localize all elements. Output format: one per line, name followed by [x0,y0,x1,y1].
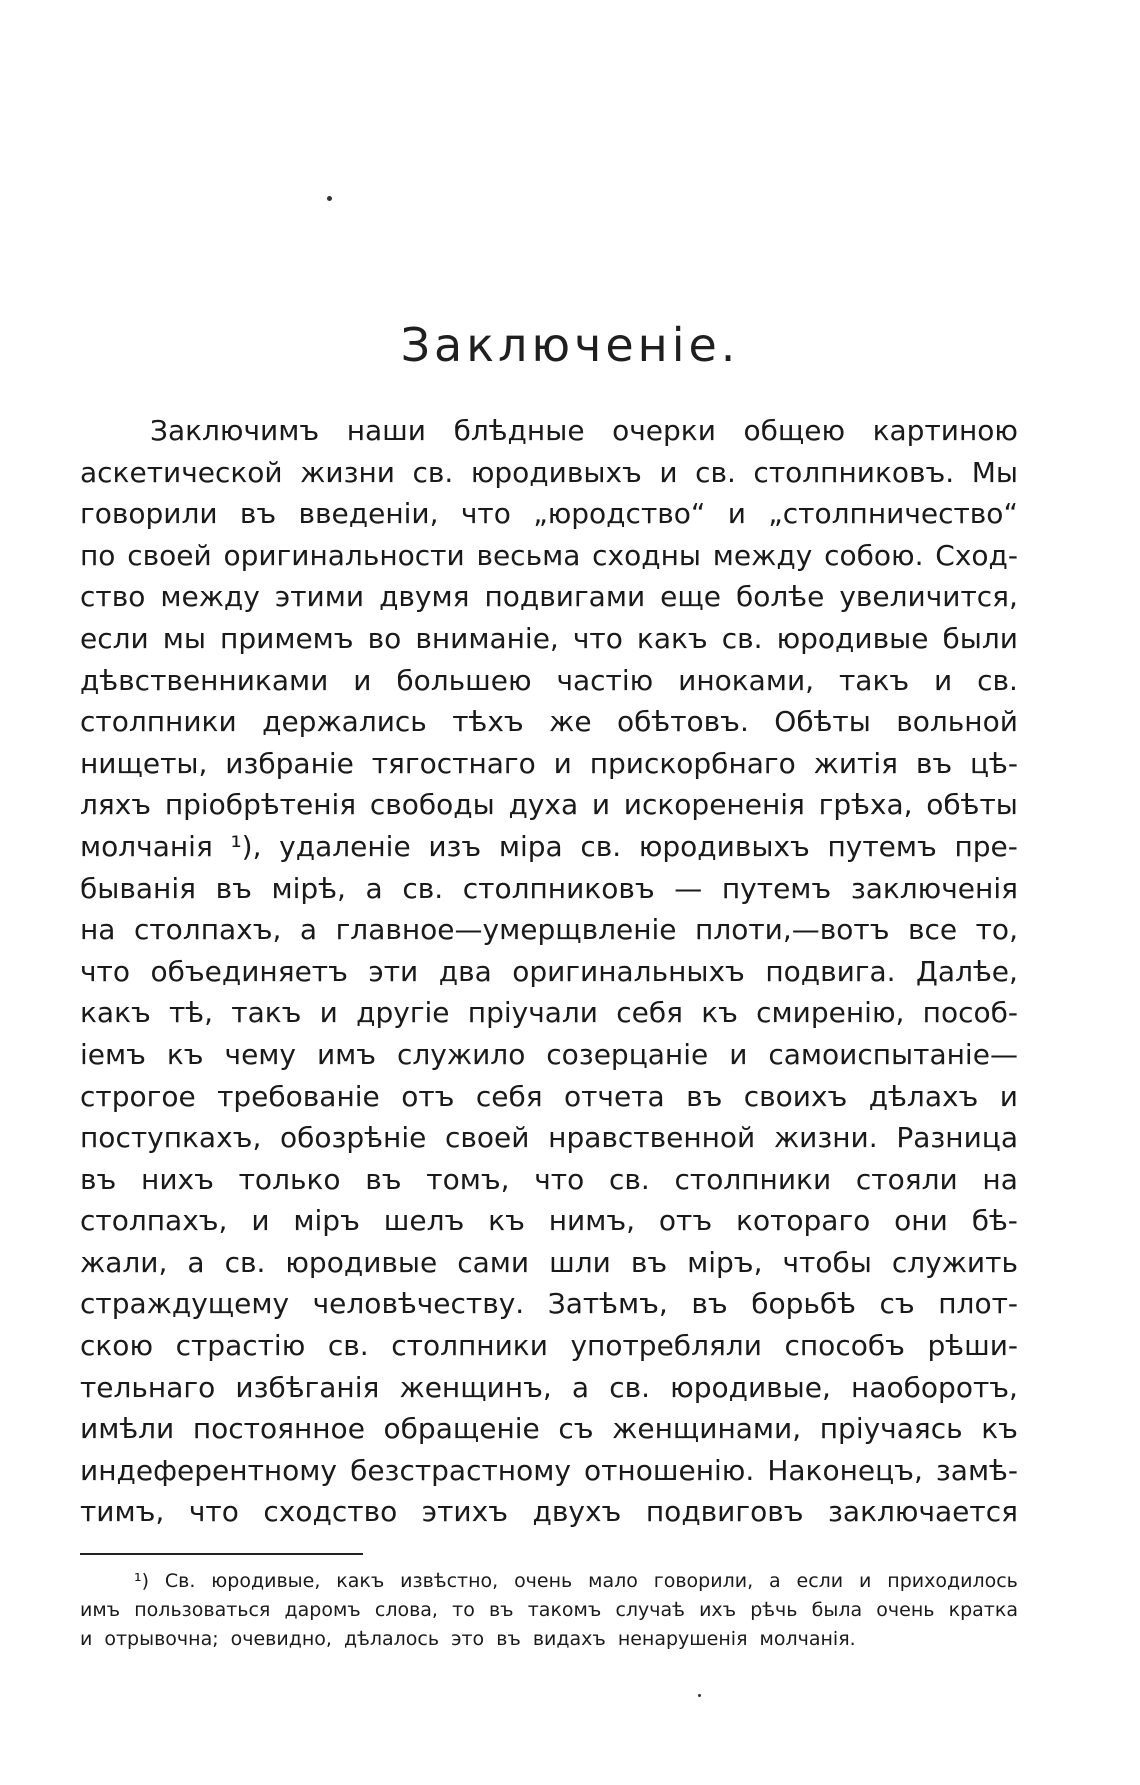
ink-speck [698,1694,701,1697]
text-line: ство между этими двумя подвигами еще болѣе увеличится, [80,580,1018,614]
text-line: поступкахъ, обозрѣніе своей нравственной жизни. Разница [80,1121,1018,1155]
text-line: въ нихъ только въ томъ, что св. столпники стояли на [80,1162,1018,1196]
text-line: тимъ, что сходство этихъ двухъ подвиговъ заключается [80,1495,1018,1529]
text-line: тельнаго избѣганія женщинъ, а св. юродивые, наоборотъ, [80,1370,1018,1404]
text-line: страждущему человѣчеству. Затѣмъ, въ борьбѣ съ плот- [80,1287,1018,1321]
text-line: по своей оригинальности весьма сходны между собою. Сход- [80,538,1018,572]
footnote-line: и отрывочна; очевидно, дѣлалось это въ видахъ ненарушенія молчанія. [80,1628,856,1650]
footnote-line: ¹) Св. юродивые, какъ извѣстно, очень мало говорили, а если и приходилось [134,1570,1018,1592]
text-line: жали, а св. юродивые сами шли въ міръ, чтобы служить [80,1245,1018,1279]
text-line: что объединяетъ эти два оригинальныхъ подвига. Далѣе, [80,954,1018,988]
text-line: аскетической жизни св. юродивыхъ и св. столпниковъ. Мы [80,455,1018,489]
text-line: если мы примемъ во вниманіе, что какъ св. юродивые были [80,621,1018,655]
text-line: на столпахъ, а главное—умерщвленіе плоти,—вотъ все то, [80,913,1018,947]
text-line: индеферентному безстрастному отношенію. Наконецъ, замѣ- [80,1453,1018,1487]
text-line: нищеты, избраніе тягостнаго и прискорбнаго житія въ цѣ- [80,746,1018,780]
chapter-title: Заключеніе. [400,318,740,372]
text-line: молчанія ¹), удаленіе изъ міра св. юродивыхъ путемъ пре- [80,829,1018,863]
text-line: столпахъ, и міръ шелъ къ нимъ, отъ котораго они бѣ- [80,1204,1018,1238]
text-line: говорили въ введеніи, что „юродство“ и „столпничество“ [80,497,1018,531]
body-text [80,410,1018,1533]
text-line: столпники держались тѣхъ же обѣтовъ. Обѣты вольной [80,705,1018,739]
text-line: Заключимъ наши блѣдные очерки общею картиною [150,414,1018,447]
text-line: іемъ къ чему имъ служило созерцаніе и самоиспытаніе— [80,1037,1018,1071]
text-line: имѣли постоянное обращеніе съ женщинами, пріучаясь къ [80,1412,1018,1446]
footnote-separator [80,1553,363,1555]
text-line: какъ тѣ, такъ и другіе пріучали себя къ смиренію, пособ- [80,996,1018,1030]
text-line: строгое требованіе отъ себя отчета въ своихъ дѣлахъ и [80,1079,1018,1113]
text-line: скою страстію св. столпники употребляли способъ рѣши- [80,1329,1018,1363]
footnote-line: имъ пользоваться даромъ слова, то въ такомъ случаѣ ихъ рѣчь была очень кратка [80,1599,1018,1621]
text-line: дѣвственниками и большею частію иноками, такъ и св. [80,663,1018,697]
text-line: ляхъ пріобрѣтенія свободы духа и искорененія грѣха, обѣты [80,788,1018,822]
footnotes [80,1567,1018,1654]
ink-speck [327,196,332,201]
text-line: быванія въ мірѣ, а св. столпниковъ — путемъ заключенія [80,871,1018,905]
